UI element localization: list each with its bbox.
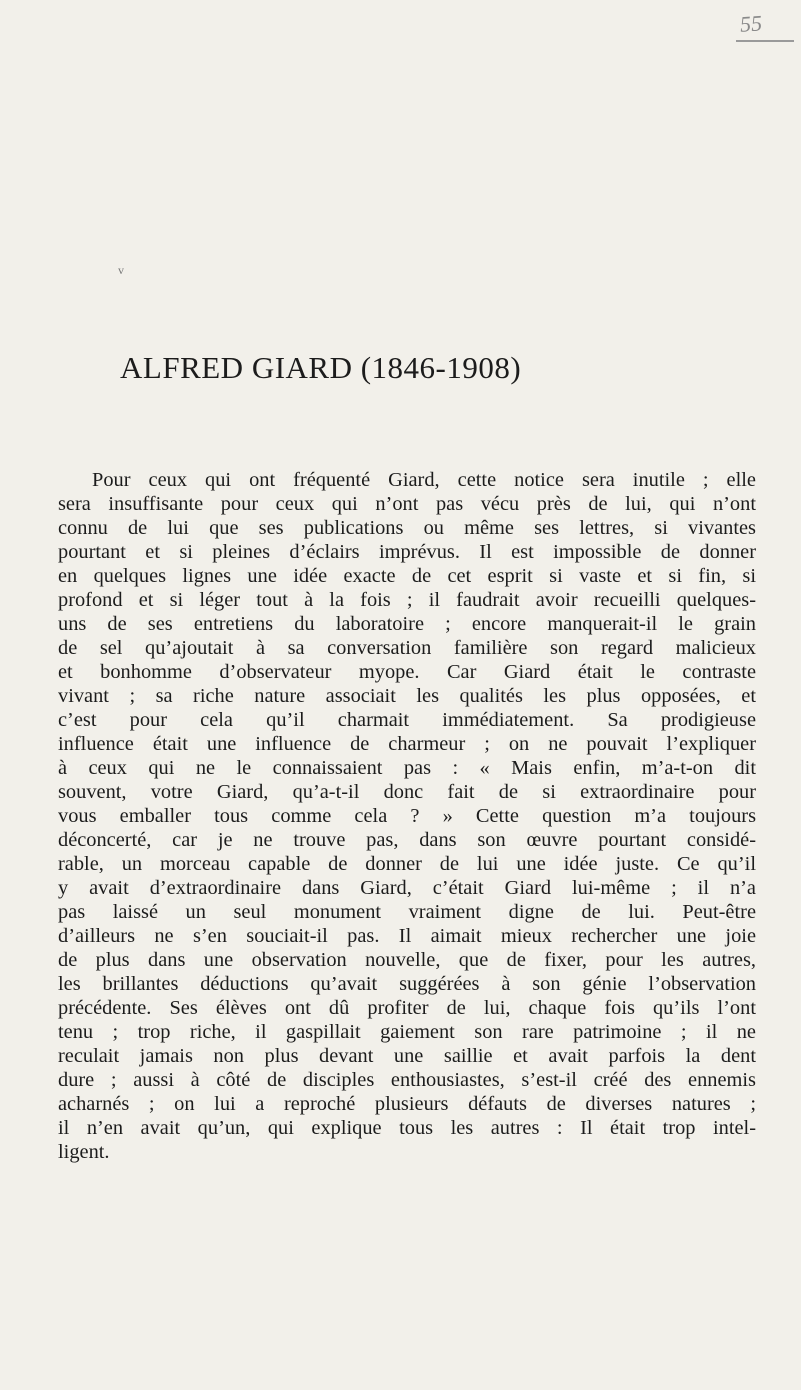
text-line: Pour ceux qui ont fréquenté Giard, cette notice sera inutile ; elle <box>92 469 756 491</box>
body-paragraph <box>58 468 756 1164</box>
text-line: ligent. <box>58 1141 110 1163</box>
text-line: de sel qu’ajoutait à sa conversation familière son regard malicieux <box>58 637 756 659</box>
text-line: dure ; aussi à côté de disciples enthousiastes, s’est-il créé des ennemis <box>58 1069 756 1091</box>
text-line: vivant ; sa riche nature associait les qualités les plus opposées, et <box>58 685 756 707</box>
text-line: précédente. Ses élèves ont dû profiter de lui, chaque fois qu’ils l’ont <box>58 997 756 1019</box>
text-line: sera insuffisante pour ceux qui n’ont pas vécu près de lui, qui n’ont <box>58 493 756 515</box>
text-line: connu de lui que ses publications ou même ses lettres, si vivantes <box>58 517 756 539</box>
text-line: pourtant et si pleines d’éclairs imprévus. Il est impossible de donner <box>58 541 756 563</box>
page-mark: 55 <box>739 10 763 37</box>
text-line: déconcerté, car je ne trouve pas, dans son œuvre pourtant considé- <box>58 829 756 851</box>
margin-tick: v <box>118 263 124 277</box>
text-line: rable, un morceau capable de donner de lui une idée juste. Ce qu’il <box>58 853 756 875</box>
text-line: les brillantes déductions qu’avait suggérées à son génie l’observation <box>58 973 756 995</box>
text-line: tenu ; trop riche, il gaspillait gaiement son rare patrimoine ; il ne <box>58 1021 756 1043</box>
text-line: reculait jamais non plus devant une saillie et avait parfois la dent <box>58 1045 756 1067</box>
text-line: et bonhomme d’observateur myope. Car Giard était le contraste <box>58 661 756 683</box>
text-line: vous emballer tous comme cela ? » Cette question m’a toujours <box>58 805 756 827</box>
text-line: en quelques lignes une idée exacte de cet esprit si vaste et si fin, si <box>58 565 756 587</box>
text-line: c’est pour cela qu’il charmait immédiatement. Sa prodigieuse <box>58 709 756 731</box>
text-line: influence était une influence de charmeur ; on ne pouvait l’expliquer <box>58 733 756 755</box>
text-line: profond et si léger tout à la fois ; il faudrait avoir recueilli quelques- <box>58 589 756 611</box>
text-line: pas laissé un seul monument vraiment digne de lui. Peut-être <box>58 901 756 923</box>
text-line: souvent, votre Giard, qu’a-t-il donc fait de si extraordinaire pour <box>58 781 756 803</box>
text-line: d’ailleurs ne s’en souciait-il pas. Il aimait mieux rechercher une joie <box>58 925 756 947</box>
text-line: acharnés ; on lui a reproché plusieurs défauts de diverses natures ; <box>58 1093 756 1115</box>
page-title: ALFRED GIARD (1846-1908) <box>120 350 522 385</box>
text-line: y avait d’extraordinaire dans Giard, c’était Giard lui-même ; il n’a <box>58 877 756 899</box>
text-line: uns de ses entretiens du laboratoire ; encore manquerait-il le grain <box>58 613 756 635</box>
text-line: de plus dans une observation nouvelle, que de fixer, pour les autres, <box>58 949 756 971</box>
text-line: à ceux qui ne le connaissaient pas : « Mais enfin, m’a-t-on dit <box>58 757 756 779</box>
page-mark-underline <box>736 40 794 42</box>
text-line: il n’en avait qu’un, qui explique tous les autres : Il était trop intel- <box>58 1117 756 1139</box>
